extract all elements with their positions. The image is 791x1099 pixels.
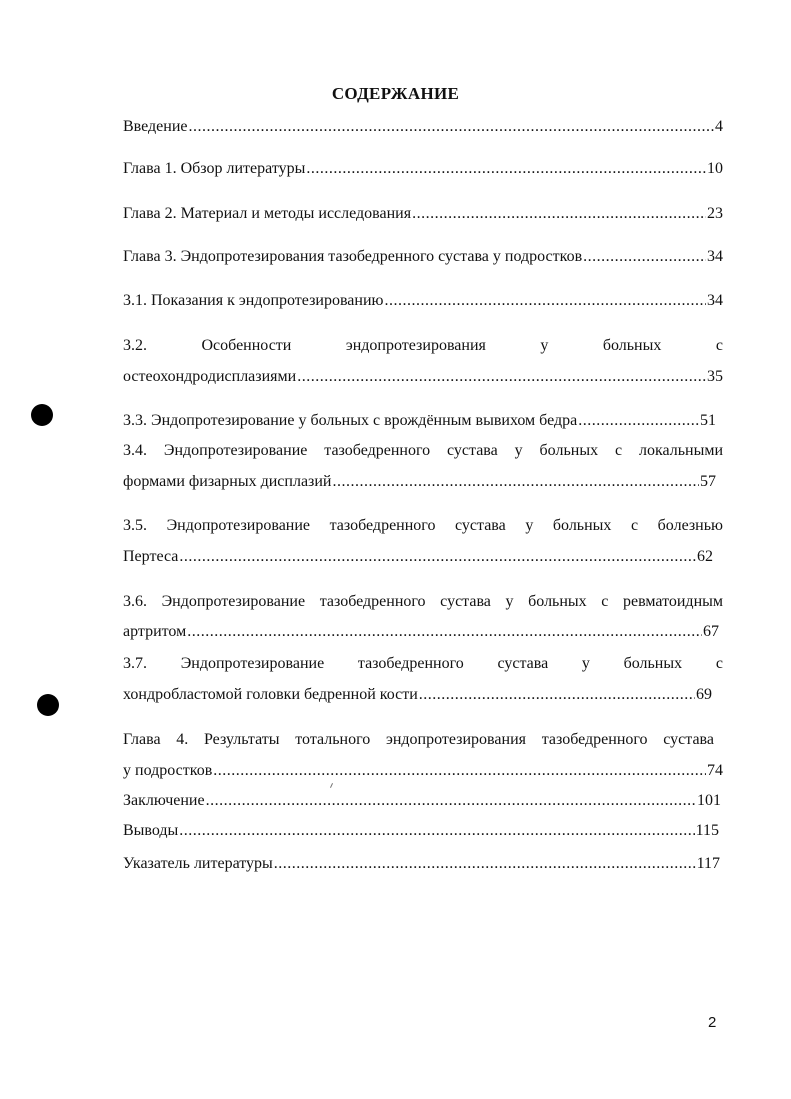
toc-entry-text: Глава 3. Эндопротезирования тазобедренного сустава у подростков — [123, 248, 583, 265]
toc-entry-3-4-line2 — [123, 471, 716, 493]
toc-entry-text: хондробластомой головки бедренной кости — [123, 686, 418, 703]
toc-word: с — [715, 337, 723, 354]
toc-word: тазобедренного — [357, 655, 464, 672]
toc-entry-3-1 — [123, 290, 723, 312]
leader-dots — [306, 158, 706, 180]
leader-dots — [419, 684, 695, 706]
leader-dots — [583, 246, 706, 268]
leader-dots — [179, 546, 696, 568]
toc-entry-page: 57 — [700, 473, 716, 490]
toc-entry-text: Заключение — [123, 792, 205, 809]
toc-entry-3-2-line1 — [123, 335, 723, 357]
leader-dots — [189, 116, 715, 138]
toc-entry-3-7-line2 — [123, 684, 712, 706]
toc-entry-page: 51 — [700, 412, 716, 429]
toc-word: у — [540, 337, 549, 354]
toc-entry-3-3 — [123, 410, 716, 432]
toc-entry-text: остеохондродисплазиями — [123, 368, 297, 385]
toc-entry-page: 101 — [697, 792, 721, 809]
toc-entry-chapter-1 — [123, 158, 723, 180]
toc-word: у — [581, 655, 590, 672]
toc-entry-chapter-4-line2 — [123, 760, 723, 782]
toc-entry-chapter-4-line1: Глава 4. Результаты тотального эндопротезирования тазобедренного сустава — [123, 731, 714, 748]
leader-dots — [213, 760, 706, 782]
toc-entry-3-5-line1: 3.5. Эндопротезирование тазобедренного сустава у больных с болезнью — [123, 517, 723, 534]
toc-entry-3-6-line1: 3.6. Эндопротезирование тазобедренного сустава у больных с ревматоидным — [123, 593, 723, 610]
leader-dots — [179, 820, 694, 842]
toc-entry-text: у подростков — [123, 762, 213, 779]
punch-hole-top — [31, 404, 53, 426]
leader-dots — [187, 621, 702, 643]
toc-entry-text: Указатель литературы — [123, 855, 273, 872]
leader-dots — [412, 203, 706, 225]
leader-dots — [206, 790, 696, 812]
toc-entry-page: 34 — [707, 292, 723, 309]
toc-entry-text: Пертеса — [123, 548, 179, 565]
toc-word: эндопротезирования — [345, 337, 486, 354]
toc-entry-references — [123, 853, 720, 875]
leader-dots — [578, 410, 699, 432]
scan-speck — [330, 783, 333, 788]
toc-entry-3-5-line2 — [123, 546, 713, 568]
page-number: 2 — [708, 1014, 717, 1031]
toc-entry-page: 35 — [707, 368, 723, 385]
toc-entry-page: 69 — [696, 686, 712, 703]
toc-entry-text: формами физарных дисплазий — [123, 473, 332, 490]
leader-dots — [333, 471, 700, 493]
toc-word: Особенности — [201, 337, 292, 354]
leader-dots — [384, 290, 706, 312]
leader-dots — [297, 366, 706, 388]
toc-entry-text: Глава 1. Обзор литературы — [123, 160, 306, 177]
punch-hole-bottom — [37, 694, 59, 716]
toc-entry-page: 34 — [707, 248, 723, 265]
toc-entry-chapter-3 — [123, 246, 723, 268]
toc-entry-page: 115 — [695, 822, 719, 839]
toc-entry-page: 62 — [697, 548, 713, 565]
toc-entry-page: 67 — [703, 623, 719, 640]
page-title: СОДЕРЖАНИЕ — [331, 84, 460, 103]
toc-word: больных — [623, 655, 683, 672]
toc-entry-text: 3.1. Показания к эндопротезированию — [123, 292, 384, 309]
toc-entry-3-2-line2 — [123, 366, 723, 388]
toc-entry-findings — [123, 820, 719, 842]
toc-entry-3-4-line1: 3.4. Эндопротезирование тазобедренного сустава у больных с локальными — [123, 442, 723, 459]
toc-entry-text: Введение — [123, 118, 188, 135]
toc-entry-page: 117 — [696, 855, 720, 872]
toc-entry-page: 4 — [715, 118, 723, 135]
toc-entry-text: 3.3. Эндопротезирование у больных с врождённым вывихом бедра — [123, 412, 578, 429]
toc-entry-page: 23 — [707, 205, 723, 222]
toc-word: 3.2. — [123, 337, 147, 354]
toc-entry-text: артритом — [123, 623, 187, 640]
leader-dots — [274, 853, 696, 875]
toc-entry-3-7-line1 — [123, 653, 723, 675]
toc-word: 3.7. — [123, 655, 147, 672]
toc-entry-page: 10 — [707, 160, 723, 177]
toc-word: Эндопротезирование — [180, 655, 325, 672]
toc-entry-text: Глава 2. Материал и методы исследования — [123, 205, 412, 222]
toc-word: с — [715, 655, 723, 672]
toc-entry-intro — [123, 116, 723, 138]
toc-entry-page: 74 — [707, 762, 723, 779]
toc-entry-conclusion — [123, 790, 721, 812]
toc-entry-3-6-line2 — [123, 621, 719, 643]
toc-word: сустава — [497, 655, 549, 672]
toc-entry-chapter-2 — [123, 203, 723, 225]
toc-entry-text: Выводы — [123, 822, 179, 839]
toc-word: больных — [602, 337, 662, 354]
